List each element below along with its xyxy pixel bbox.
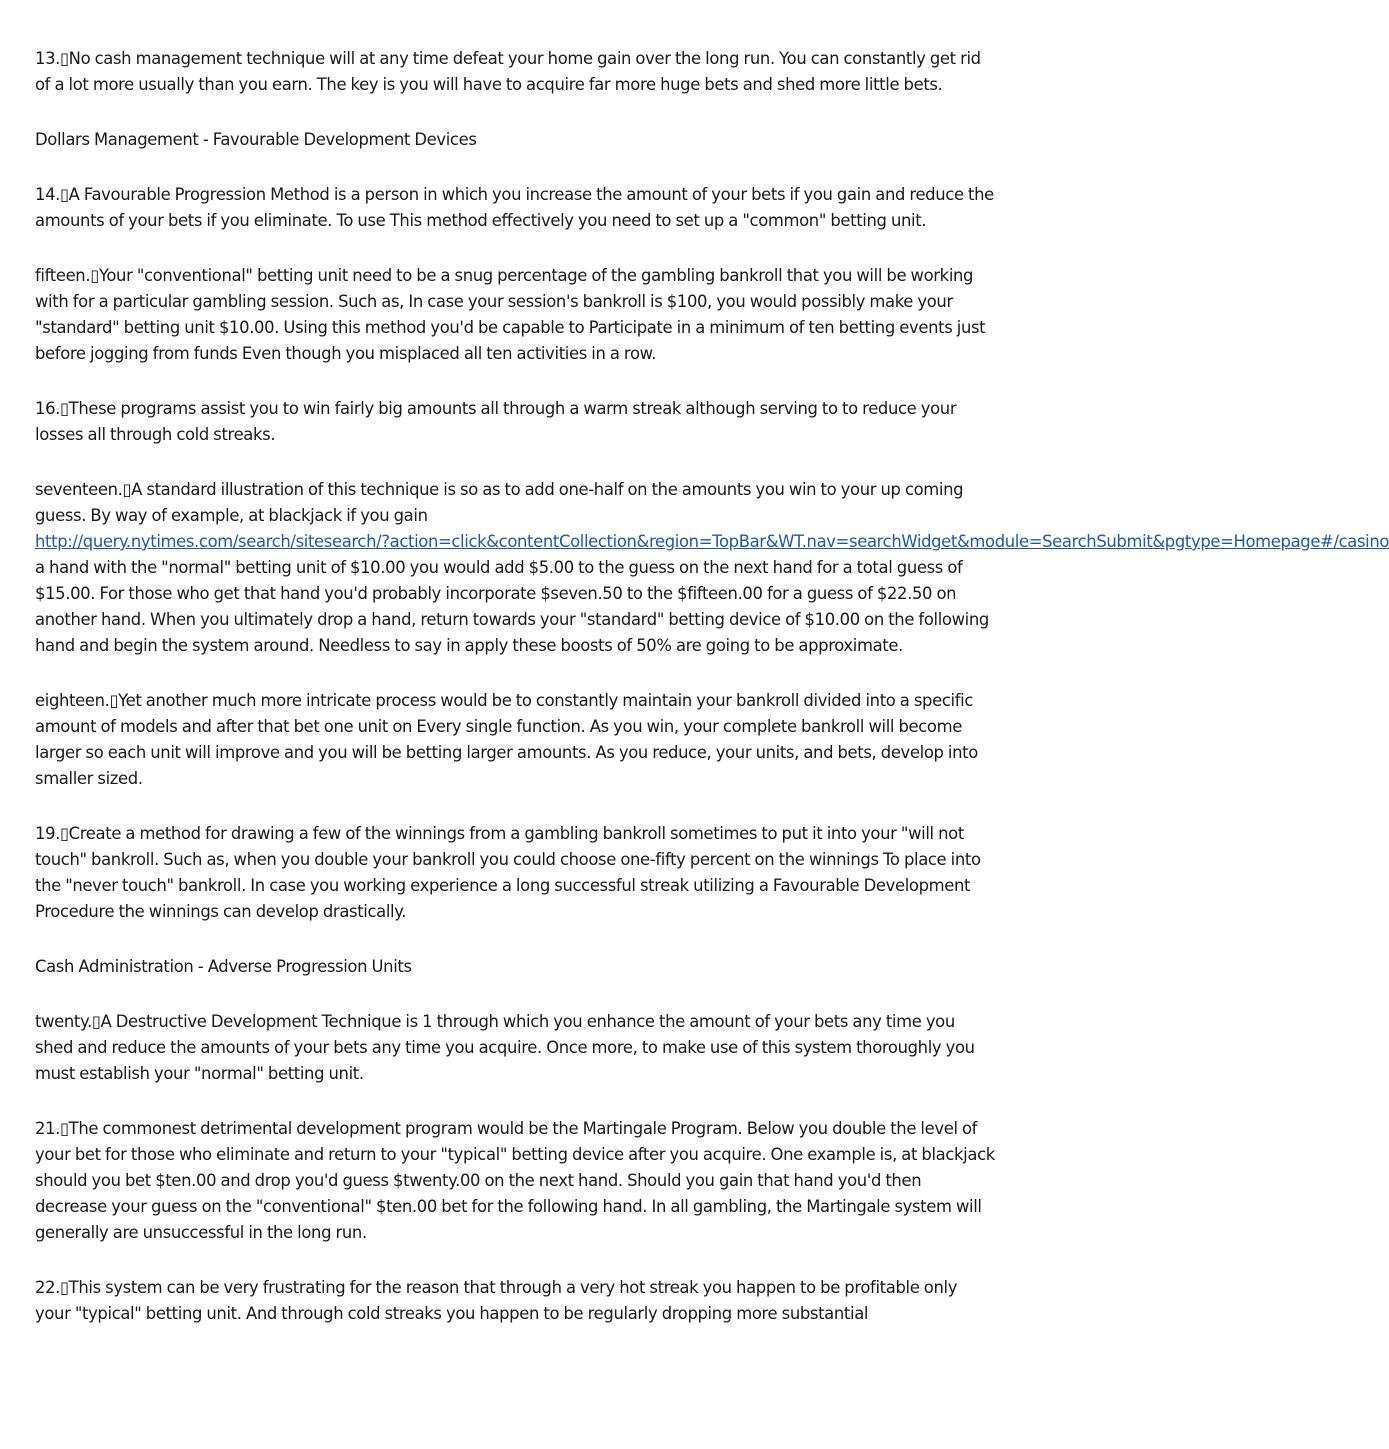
paragraph-20: twenty.▯A Destructive Development Technique is 1 through which you enhance the amount of your bets any time you shed and reduce the amounts of your bets any time you acquire. Once more, to make use of this system thoroughly you must establish your "normal" betting unit. [35,1012,975,1083]
paragraph-18: eighteen.▯Yet another much more intricate process would be to constantly maintain your bankroll divided into a specific amount of models and after that bet one unit on Every single function. As you win, your complete bankroll will become larger so each unit will improve and you will be betting larger amounts. As you reduce, your units, and bets, develop into smaller sized. [35,691,978,788]
paragraph-17-rest: a hand with the "normal" betting unit of $10.00 you would add $5.00 to the guess on the next hand for a total guess of $15.00. For those who get that hand you'd probably incorporate $seven.50 to the $fifteen.00 for a guess of $22.50 on another hand. When you ultimately drop a hand, return towards your "standard" betting device of $10.00 on the following hand and begin the system around. Needless to say in apply these boosts of 50% are going to be approximate. [35,558,989,655]
paragraph-17 [35,477,1389,659]
nytimes-search-link[interactable]: http://query.nytimes.com/search/sitesearch/?action=click&contentCollection&region=TopBar&WT.nav=searchWidget&module=SearchSubmit&pgtype=Homepage#/casino [35,532,1389,551]
paragraph-15: fifteen.▯Your "conventional" betting unit need to be a snug percentage of the gambling bankroll that you will be working with for a particular gambling session. Such as, In case your session's bankroll is $100, you would possibly make your "standard" betting unit $10.00. Using this method you'd be capable to Participate in a minimum of ten betting events just before jogging from funds Even though you misplaced all ten activities in a row. [35,266,986,363]
paragraph-19: 19.▯Create a method for drawing a few of the winnings from a gambling bankroll sometimes to put it into your "will not touch" bankroll. Such as, when you double your bankroll you could choose one-fifty percent on the winnings To place into the "never touch" bankroll. In case you working experience a long successful streak utilizing a Favourable Development Procedure the winnings can develop drastically. [35,824,981,921]
document-body [35,46,1389,1356]
paragraph-21: 21.▯The commonest detrimental development program would be the Martingale Program. Below you double the level of your bet for those who eliminate and return to your "typical" betting device after you acquire. One example is, at blackjack should you bet $ten.00 and drop you'd guess $twenty.00 on the next hand. Should you gain that hand you'd then decrease your guess on the "conventional" $ten.00 bet for the following hand. In all gambling, the Martingale system will generally are unsuccessful in the long run. [35,1119,995,1242]
paragraph-13: 13.▯No cash management technique will at any time defeat your home gain over the long run. You can constantly get rid of a lot more usually than you earn. The key is you will have to acquire far more huge bets and shed more little bets. [35,49,981,94]
section-heading-favourable: Dollars Management - Favourable Development Devices [35,130,477,149]
paragraph-17-intro: seventeen.▯A standard illustration of this technique is so as to add one-half on the amounts you win to your up coming guess. By way of example, at blackjack if you gain [35,480,964,525]
paragraph-14: 14.▯A Favourable Progression Method is a person in which you increase the amount of your bets if you gain and reduce the amounts of your bets if you eliminate. To use This method effectively you need to set up a "common" betting unit. [35,185,994,230]
section-heading-adverse: Cash Administration - Adverse Progression Units [35,957,412,976]
paragraph-22: 22.▯This system can be very frustrating for the reason that through a very hot streak you happen to be profitable only your "typical" betting unit. And through cold streaks you happen to be regularly dropping more substantial [35,1278,958,1323]
paragraph-16: 16.▯These programs assist you to win fairly big amounts all through a warm streak although serving to to reduce your losses all through cold streaks. [35,399,957,444]
